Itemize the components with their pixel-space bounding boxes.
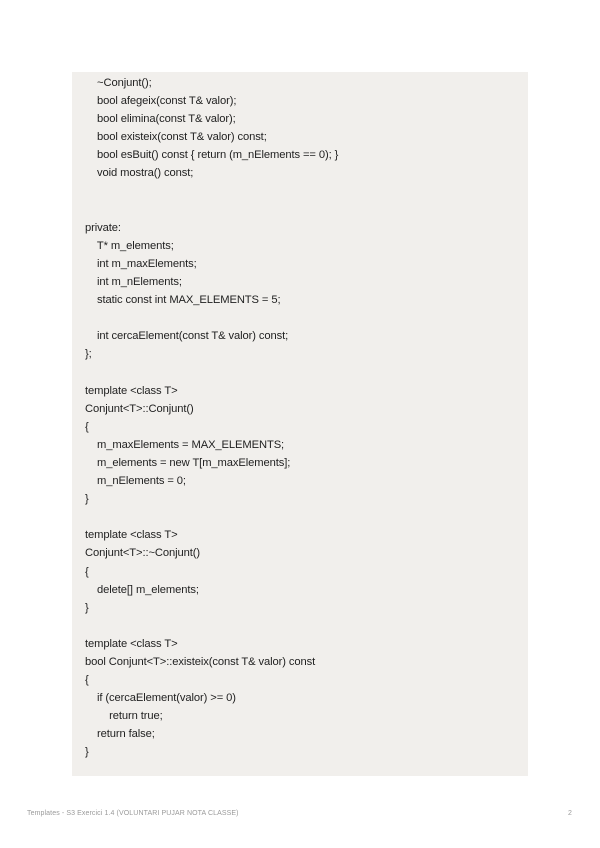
code-line: };: [85, 348, 92, 361]
code-line: Conjunt<T>::Conjunt(): [85, 402, 194, 415]
code-line: m_maxElements = MAX_ELEMENTS;: [85, 438, 285, 451]
code-line: m_nElements = 0;: [85, 475, 186, 488]
code-line: delete[] m_elements;: [85, 583, 199, 596]
page-number: 2: [568, 810, 572, 817]
code-line: [85, 309, 338, 327]
code-line: int m_nElements;: [85, 276, 182, 289]
page-footer: [27, 810, 572, 822]
code-line: [85, 201, 338, 219]
code-line: {: [85, 674, 89, 687]
code-line: bool Conjunt<T>::existeix(const T& valor) const: [85, 656, 316, 668]
code-line: bool existeix(const T& valor) const;: [85, 131, 267, 144]
code-line: return false;: [85, 728, 155, 741]
code-block: [72, 72, 528, 776]
code-line: private:: [85, 221, 121, 234]
code-line: }: [85, 493, 89, 506]
code-line: bool afegeix(const T& valor);: [85, 95, 237, 108]
code-line: template <class T>: [85, 529, 178, 542]
code-line: [85, 617, 338, 635]
code-line: T* m_elements;: [85, 239, 174, 252]
code-line: {: [85, 420, 89, 433]
code-line: template <class T>: [85, 384, 178, 397]
code-line: [85, 364, 338, 382]
code-line: }: [85, 601, 89, 614]
footer-title: Templates - S3 Exercici 1.4 (VOLUNTARI PUJAR NOTA CLASSE): [27, 810, 239, 817]
code-line: return true;: [85, 710, 163, 723]
code-line: [85, 508, 338, 526]
code-line: {: [85, 565, 89, 578]
code-line: static const int MAX_ELEMENTS = 5;: [85, 294, 281, 307]
code-line: void mostra() const;: [85, 167, 194, 180]
code-line: m_elements = new T[m_maxElements];: [85, 456, 291, 469]
code-line: ~Conjunt();: [85, 77, 152, 89]
code-line: if (cercaElement(valor) >= 0): [85, 692, 236, 705]
code-line: int cercaElement(const T& valor) const;: [85, 330, 289, 343]
code-line: bool esBuit() const { return (m_nElements == 0); }: [85, 149, 339, 162]
code-line: [85, 183, 338, 201]
code-line: bool elimina(const T& valor);: [85, 113, 236, 126]
code-line: template <class T>: [85, 637, 178, 650]
code-lines: [85, 74, 338, 762]
code-line: int m_maxElements;: [85, 257, 197, 270]
code-line: }: [85, 746, 89, 759]
code-line: Conjunt<T>::~Conjunt(): [85, 547, 201, 560]
